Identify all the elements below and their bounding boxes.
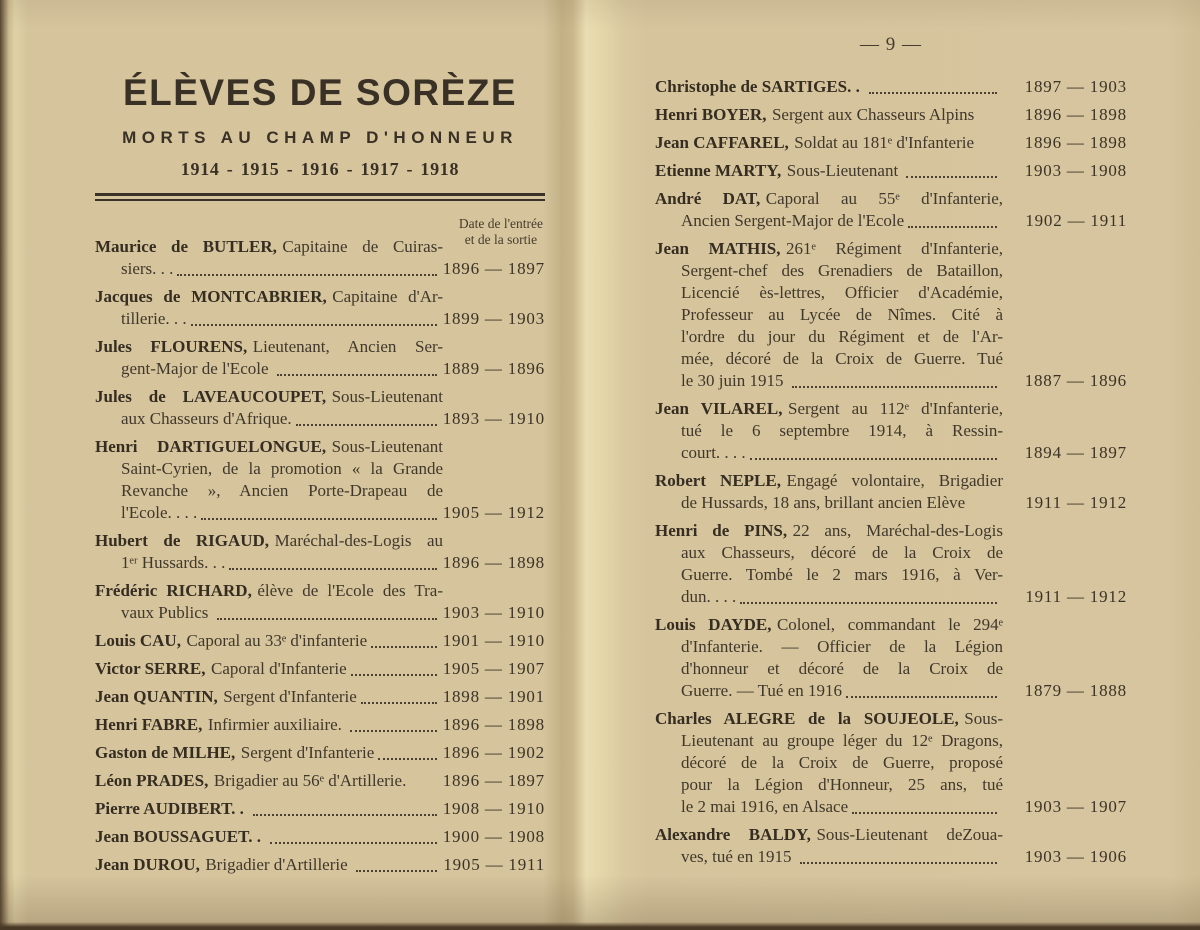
dot-leader [869, 92, 997, 94]
roster-entry [95, 286, 545, 330]
entry-line-text: Maréchal-des-Logis au [274, 531, 443, 550]
entry-line-text: Guerre. Tombé le 2 mars 1916, à Ver- [681, 565, 1003, 584]
entry-line-text: le 2 mai 1916, en Alsace [681, 797, 849, 816]
dot-leader [361, 702, 437, 704]
entry-line-text: Lieutenant, Ancien Ser- [252, 337, 443, 356]
entry-line-text: l'Ecole. . . . [121, 503, 198, 522]
entry-dates: 1896 — 1898 [442, 715, 545, 734]
entry-line [95, 530, 443, 552]
entry-dates: 1899 — 1903 [442, 309, 545, 328]
entry-line-text: Engagé volontaire, Brigadier [786, 471, 1003, 490]
roster-entry [95, 336, 545, 380]
roster-entry [95, 770, 545, 792]
entry-line [655, 132, 1003, 154]
person-name: Jean CAFFAREL, [655, 133, 789, 152]
entry-dates: 1889 — 1896 [442, 359, 545, 378]
entry-line-text: Sergent au 112ᵉ d'Infanterie, [787, 399, 1003, 418]
entry-line-text: Ancien Sergent-Major de l'Ecole [681, 211, 905, 230]
person-name: Jacques de MONTCABRIER, [95, 287, 327, 306]
entry-text [95, 714, 443, 736]
entry-text [655, 238, 1003, 392]
entry-line [95, 286, 443, 308]
person-name: Louis CAU, [95, 631, 181, 650]
entry-line [655, 238, 1003, 260]
entry-dates: 1905 — 1907 [442, 659, 545, 678]
page-right [655, 0, 1127, 930]
entry-line [655, 442, 1003, 464]
entry-line-text: 261ᵉ Régiment d'Infanterie, [786, 239, 1003, 258]
entry-text [95, 798, 443, 820]
person-name: Alexandre BALDY, [655, 825, 811, 844]
entry-line [655, 708, 1003, 730]
entry-line-text: gent-Major de l'Ecole [121, 359, 273, 378]
entry-line [95, 826, 443, 848]
entry-text [95, 686, 443, 708]
date-header-line2: et de la sortie [464, 232, 538, 247]
dot-leader [852, 812, 997, 814]
entry-text [95, 770, 443, 792]
roster-list-right [655, 76, 1127, 874]
page-left [95, 0, 545, 930]
entry-line [655, 210, 1003, 232]
roster-entry [95, 742, 545, 764]
entry-text [655, 824, 1003, 868]
dot-leader [371, 646, 437, 648]
entry-text [95, 826, 443, 848]
entry-line [655, 160, 1003, 182]
entry-line [95, 336, 443, 358]
entry-text [655, 614, 1003, 702]
roster-entry [655, 188, 1127, 232]
entry-text [95, 658, 443, 680]
entry-line [655, 282, 1003, 304]
entry-dates: 1896 — 1898 [1024, 133, 1127, 152]
dot-leader [201, 518, 437, 520]
roster-entry [95, 686, 545, 708]
entry-line-text: Brigadier au 56ᵉ d'Artillerie. [213, 771, 407, 790]
dot-leader [217, 618, 437, 620]
entry-line-text: Sergent-chef des Grenadiers de Bataillon, [681, 261, 1003, 280]
entry-line [95, 854, 443, 876]
entry-line-text: siers. . . [121, 259, 174, 278]
entry-line-text: Sous-Lieutenant [786, 161, 903, 180]
roster-entry [95, 854, 545, 876]
person-name: André DAT, [655, 189, 761, 208]
entry-line [655, 470, 1003, 492]
entry-line-text: tué le 6 septembre 1914, à Ressin- [681, 421, 1003, 440]
entry-line-text: Licencié ès-lettres, Officier d'Académie, [681, 283, 1003, 302]
entry-dates: 1903 — 1908 [1024, 161, 1127, 180]
roster-entry [655, 708, 1127, 818]
dot-leader [296, 424, 437, 426]
entry-line-text: Infirmier auxiliaire. [207, 715, 347, 734]
roster-list-left [95, 236, 545, 882]
entry-dates: 1887 — 1896 [1024, 371, 1127, 390]
entry-line [95, 714, 443, 736]
entry-line-text: Capitaine d'Ar- [332, 287, 443, 306]
entry-text [95, 236, 443, 280]
entry-line-text: Sergent d'Infanterie [240, 743, 375, 762]
dot-leader [191, 324, 437, 326]
entry-line-text: Capitaine de Cuiras- [282, 237, 443, 256]
entry-line [655, 730, 1003, 752]
entry-line [655, 520, 1003, 542]
entry-line-text: 1ᵉʳ Hussards. . . [121, 553, 226, 572]
entry-line-text: d'Infanterie. — Officier de la Légion [681, 637, 1003, 656]
entry-line-text: Saint-Cyrien, de la promotion « la Grande [121, 459, 443, 478]
entry-line-text: l'ordre du jour du Régiment et de l'Ar- [681, 327, 1003, 346]
roster-entry [95, 530, 545, 574]
person-name: Jules de LAVEAUCOUPET, [95, 387, 327, 406]
entry-dates: 1911 — 1912 [1025, 587, 1127, 606]
person-name: Louis DAYDE, [655, 615, 772, 634]
person-name: Henri BOYER, [655, 105, 767, 124]
roster-entry [655, 160, 1127, 182]
roster-entry [655, 238, 1127, 392]
entry-text [95, 630, 443, 652]
entry-line [655, 824, 1003, 846]
entry-dates: 1879 — 1888 [1024, 681, 1127, 700]
person-name: Frédéric RICHARD, [95, 581, 252, 600]
entry-line-text: 22 ans, Maréchal-des-Logis [792, 521, 1003, 540]
entry-line [655, 188, 1003, 210]
dot-leader [350, 730, 437, 732]
entry-line [655, 542, 1003, 564]
entry-dates: 1911 — 1912 [1025, 493, 1127, 512]
entry-line-text: Lieutenant au groupe léger du 12ᵉ Dragons, [681, 731, 1003, 750]
page-number: — 9 — [860, 34, 922, 55]
entry-text [655, 76, 1003, 98]
entry-line [655, 398, 1003, 420]
person-name: Etienne MARTY, [655, 161, 782, 180]
roster-entry [95, 580, 545, 624]
entry-dates: 1896 — 1897 [442, 771, 545, 790]
roster-entry [95, 386, 545, 430]
entry-line-text: Professeur au Lycée de Nîmes. Cité à [681, 305, 1003, 324]
entry-dates: 1896 — 1902 [442, 743, 545, 762]
entry-line-text: Sergent d'Infanterie [223, 687, 357, 706]
entry-dates: 1905 — 1911 [443, 855, 545, 874]
entry-line-text: Sergent aux Chasseurs Alpins [771, 105, 975, 124]
dot-leader [846, 696, 997, 698]
roster-entry [655, 614, 1127, 702]
entry-line [95, 358, 443, 380]
entry-line-text: de Hussards, 18 ans, brillant ancien Elève [681, 493, 966, 512]
entry-line-text: ves, tué en 1915 [681, 847, 796, 866]
person-name: Henri FABRE, [95, 715, 203, 734]
entry-line-text: Caporal au 33ᵉ d'infanterie [186, 631, 368, 650]
years-line: 1914 - 1915 - 1916 - 1917 - 1918 [180, 159, 460, 179]
entry-line-text: aux Chasseurs, décoré de la Croix de [681, 543, 1003, 562]
entry-text [655, 470, 1003, 514]
entry-line [655, 76, 1003, 98]
entry-line-text: dun. . . . [681, 587, 737, 606]
entry-dates: 1897 — 1903 [1024, 77, 1127, 96]
entry-line [655, 586, 1003, 608]
entry-line [95, 258, 443, 280]
entry-line [655, 304, 1003, 326]
entry-line [655, 796, 1003, 818]
entry-line [655, 636, 1003, 658]
entry-line [95, 386, 443, 408]
roster-entry [655, 824, 1127, 868]
entry-dates: 1893 — 1910 [442, 409, 545, 428]
roster-entry [95, 826, 545, 848]
entry-text [655, 708, 1003, 818]
person-name: Henri de PINS, [655, 521, 788, 540]
roster-entry [655, 398, 1127, 464]
entry-dates: 1901 — 1910 [442, 631, 545, 650]
entry-line-text: Sous-Lieutenant [331, 387, 443, 406]
entry-line [95, 602, 443, 624]
page-title: ÉLÈVES DE SORÈZE [122, 72, 518, 113]
dot-leader [906, 176, 997, 178]
double-rule [95, 193, 545, 201]
person-name: Jean MATHIS, [655, 239, 781, 258]
person-name: Jean VILAREL, [655, 399, 783, 418]
roster-entry [95, 236, 545, 280]
person-name: Pierre AUDIBERT. . [95, 799, 244, 818]
entry-dates: 1896 — 1897 [442, 259, 545, 278]
roster-entry [95, 630, 545, 652]
dot-leader [270, 842, 437, 844]
dot-leader [908, 226, 997, 228]
entry-line [655, 614, 1003, 636]
entry-line-text: élève de l'Ecole des Tra- [257, 581, 443, 600]
entry-line [95, 770, 443, 792]
person-name: Maurice de BUTLER, [95, 237, 277, 256]
roster-entry [95, 658, 545, 680]
entry-text [95, 742, 443, 764]
title-block [95, 0, 545, 248]
entry-text [95, 580, 443, 624]
page-subtitle: MORTS AU CHAMP D'HONNEUR [122, 128, 518, 147]
entry-line-text: Colonel, commandant le 294ᵉ [776, 615, 1003, 634]
entry-line-text: court. . . . [681, 443, 746, 462]
entry-line-text: Sous-Lieutenant [331, 437, 443, 456]
dot-leader [356, 870, 437, 872]
entry-dates: 1894 — 1897 [1024, 443, 1127, 462]
dot-leader [378, 758, 437, 760]
entry-line [95, 458, 443, 480]
person-name: Gaston de MILHE, [95, 743, 236, 762]
entry-line [655, 326, 1003, 348]
entry-text [95, 530, 443, 574]
roster-entry [655, 76, 1127, 98]
entry-text [95, 386, 443, 430]
person-name: Christophe de SARTIGES. . [655, 77, 860, 96]
person-name: Victor SERRE, [95, 659, 206, 678]
entry-line-text: Brigadier d'Artillerie [205, 855, 352, 874]
entry-line-text: Caporal au 55ᵉ d'Infanterie, [765, 189, 1003, 208]
entry-line-text: vaux Publics [121, 603, 213, 622]
entry-line [95, 480, 443, 502]
entry-line [655, 348, 1003, 370]
person-name: Hubert de RIGAUD, [95, 531, 270, 550]
roster-entry [95, 714, 545, 736]
entry-line [655, 370, 1003, 392]
entry-line-text: Caporal d'Infanterie [211, 659, 347, 678]
entry-dates: 1896 — 1898 [442, 553, 545, 572]
entry-text [655, 188, 1003, 232]
entry-line [655, 774, 1003, 796]
entry-line-text: décoré de la Croix de Guerre, proposé [681, 753, 1003, 772]
person-name: Jules FLOURENS, [95, 337, 248, 356]
dot-leader [740, 602, 997, 604]
entry-dates: 1905 — 1912 [442, 503, 545, 522]
dot-leader [351, 674, 437, 676]
entry-line [655, 680, 1003, 702]
dot-leader [229, 568, 437, 570]
entry-text [95, 436, 443, 524]
roster-entry [95, 798, 545, 820]
entry-text [655, 520, 1003, 608]
entry-line [95, 502, 443, 524]
roster-entry [655, 104, 1127, 126]
entry-line [655, 260, 1003, 282]
entry-line [95, 236, 443, 258]
entry-line-text: aux Chasseurs d'Afrique. [121, 409, 292, 428]
entry-text [655, 104, 1003, 126]
entry-text [95, 286, 443, 330]
entry-line [655, 752, 1003, 774]
person-name: Jean BOUSSAGUET. . [95, 827, 261, 846]
roster-entry [655, 132, 1127, 154]
entry-line [95, 742, 443, 764]
dot-leader [177, 274, 437, 276]
entry-line-text: Sous-Lieutenant deZoua- [816, 825, 1003, 844]
entry-dates: 1898 — 1901 [442, 687, 545, 706]
entry-text [655, 132, 1003, 154]
dot-leader [800, 862, 997, 864]
entry-line [95, 630, 443, 652]
roster-entry [95, 436, 545, 524]
entry-line [95, 408, 443, 430]
entry-line [95, 580, 443, 602]
entry-text [655, 398, 1003, 464]
entry-text [95, 336, 443, 380]
entry-dates: 1900 — 1908 [442, 827, 545, 846]
entry-line [655, 564, 1003, 586]
entry-line-text: Revanche », Ancien Porte-Drapeau de [121, 481, 443, 500]
entry-dates: 1903 — 1906 [1024, 847, 1127, 866]
entry-line [95, 798, 443, 820]
dot-leader [792, 386, 997, 388]
entry-line-text: pour la Légion d'Honneur, 25 ans, tué [681, 775, 1003, 794]
person-name: Jean DUROU, [95, 855, 200, 874]
entry-line-text: le 30 juin 1915 [681, 371, 788, 390]
entry-line [655, 658, 1003, 680]
entry-dates: 1903 — 1907 [1024, 797, 1127, 816]
roster-entry [655, 470, 1127, 514]
entry-line [95, 686, 443, 708]
person-name: Robert NEPLE, [655, 471, 781, 490]
entry-line [95, 436, 443, 458]
dot-leader [750, 458, 997, 460]
entry-text [95, 854, 443, 876]
dot-leader [253, 814, 437, 816]
entry-line [95, 552, 443, 574]
person-name: Léon PRADES, [95, 771, 209, 790]
entry-line [655, 104, 1003, 126]
entry-line-text: Soldat au 181ᵉ d'Infanterie [794, 133, 975, 152]
entry-line-text: Guerre. — Tué en 1916 [681, 681, 843, 700]
date-header-line1: Date de l'entrée [458, 216, 543, 231]
entry-line [655, 846, 1003, 868]
entry-dates: 1896 — 1898 [1024, 105, 1127, 124]
person-name: Henri DARTIGUELONGUE, [95, 437, 327, 456]
entry-line-text: Sous- [964, 709, 1003, 728]
roster-entry [655, 520, 1127, 608]
dot-leader [277, 374, 437, 376]
person-name: Charles ALEGRE de la SOUJEOLE, [655, 709, 959, 728]
person-name: Jean QUANTIN, [95, 687, 218, 706]
entry-dates: 1903 — 1910 [442, 603, 545, 622]
entry-line-text: d'honneur et décoré de la Croix de [681, 659, 1003, 678]
entry-line-text: mée, décoré de la Croix de Guerre. Tué [681, 349, 1003, 368]
entry-text [655, 160, 1003, 182]
entry-dates: 1902 — 1911 [1025, 211, 1127, 230]
entry-line-text: tillerie. . . [121, 309, 187, 328]
entry-dates: 1908 — 1910 [442, 799, 545, 818]
entry-line [655, 492, 1003, 514]
entry-line [95, 308, 443, 330]
entry-line [655, 420, 1003, 442]
entry-line [95, 658, 443, 680]
